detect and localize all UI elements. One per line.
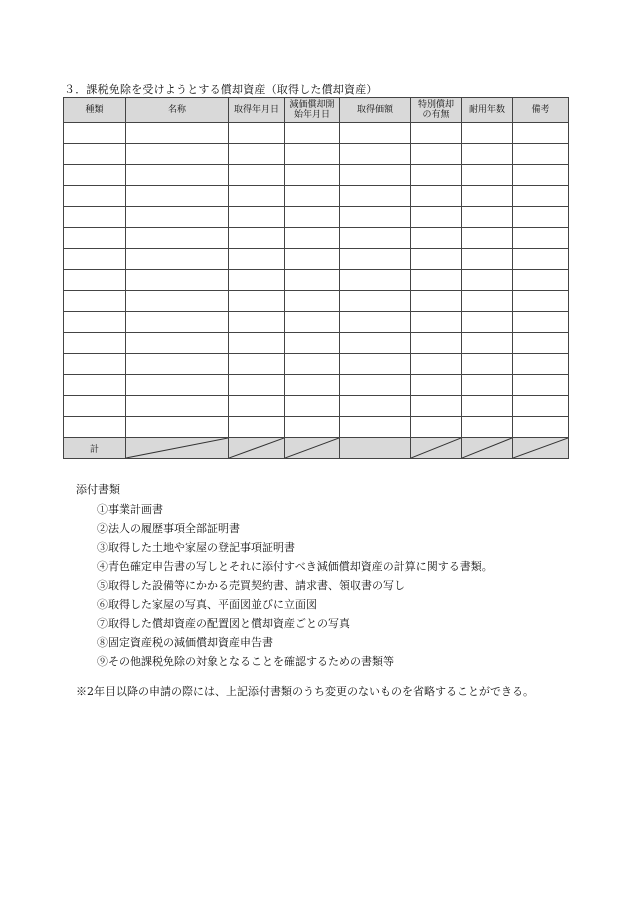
- table-cell[interactable]: [411, 354, 462, 375]
- table-cell[interactable]: [229, 186, 285, 207]
- header-acquisition-date: 取得年月日: [229, 98, 285, 123]
- table-cell[interactable]: [126, 291, 229, 312]
- table-cell[interactable]: [126, 312, 229, 333]
- total-cell-slashed: [126, 438, 229, 459]
- table-cell[interactable]: [513, 207, 569, 228]
- table-row: [64, 207, 569, 228]
- table-cell[interactable]: [229, 333, 285, 354]
- diagonal-slash: [411, 438, 461, 458]
- table-cell[interactable]: [229, 291, 285, 312]
- table-cell[interactable]: [229, 417, 285, 438]
- table-cell[interactable]: [340, 165, 411, 186]
- header-acquisition-cost: 取得価額: [340, 98, 411, 123]
- table-cell[interactable]: [462, 375, 513, 396]
- table-cell[interactable]: [285, 249, 340, 270]
- total-label: 計: [64, 438, 126, 459]
- table-cell[interactable]: [285, 333, 340, 354]
- table-cell[interactable]: [513, 123, 569, 144]
- table-cell[interactable]: [411, 396, 462, 417]
- header-depreciation-start: 減価償却開 始年月日: [285, 98, 340, 123]
- total-row: [64, 438, 569, 459]
- table-cell[interactable]: [513, 144, 569, 165]
- table-cell[interactable]: [285, 270, 340, 291]
- table-cell[interactable]: [462, 228, 513, 249]
- table-cell[interactable]: [411, 375, 462, 396]
- diagonal-slash: [285, 438, 339, 458]
- table-cell[interactable]: [285, 396, 340, 417]
- attachment-item: ③取得した土地や家屋の登記事項証明書: [97, 541, 295, 554]
- total-cell-slashed: [411, 438, 462, 459]
- table-row: [64, 249, 569, 270]
- table-cell[interactable]: [285, 186, 340, 207]
- attachment-item: ⑤取得した設備等にかかる売買契約書、請求書、領収書の写し: [97, 579, 405, 592]
- table-cell[interactable]: [285, 312, 340, 333]
- table-cell[interactable]: [229, 207, 285, 228]
- table-cell[interactable]: [126, 375, 229, 396]
- table-cell[interactable]: [285, 417, 340, 438]
- table-cell[interactable]: [340, 417, 411, 438]
- table-row: [64, 186, 569, 207]
- diagonal-slash: [126, 438, 228, 458]
- table-cell[interactable]: [462, 144, 513, 165]
- table-cell[interactable]: [462, 207, 513, 228]
- table-cell[interactable]: [462, 333, 513, 354]
- table-row: [64, 144, 569, 165]
- table-cell[interactable]: [340, 291, 411, 312]
- table-cell[interactable]: [64, 312, 126, 333]
- table-cell[interactable]: [126, 354, 229, 375]
- table-cell[interactable]: [411, 249, 462, 270]
- table-cell[interactable]: [64, 165, 126, 186]
- table-row: [64, 291, 569, 312]
- header-type: 種類: [64, 98, 126, 123]
- table-cell[interactable]: [411, 291, 462, 312]
- table-cell[interactable]: [462, 123, 513, 144]
- table-cell[interactable]: [285, 375, 340, 396]
- table-cell[interactable]: [64, 291, 126, 312]
- table-cell[interactable]: [64, 354, 126, 375]
- table-cell[interactable]: [64, 123, 126, 144]
- table-cell[interactable]: [462, 396, 513, 417]
- table-cell[interactable]: [411, 144, 462, 165]
- table-cell[interactable]: [64, 207, 126, 228]
- table-row: [64, 417, 569, 438]
- table-cell[interactable]: [64, 333, 126, 354]
- diagonal-slash: [513, 438, 568, 458]
- table-cell[interactable]: [126, 417, 229, 438]
- table-cell[interactable]: [229, 375, 285, 396]
- table-row: [64, 312, 569, 333]
- table-cell[interactable]: [411, 333, 462, 354]
- table-cell[interactable]: [126, 270, 229, 291]
- diagonal-slash: [229, 438, 284, 458]
- table-cell[interactable]: [126, 228, 229, 249]
- table-cell[interactable]: [229, 270, 285, 291]
- table-cell[interactable]: [340, 207, 411, 228]
- table-cell[interactable]: [411, 165, 462, 186]
- table-cell[interactable]: [411, 228, 462, 249]
- table-cell[interactable]: [340, 333, 411, 354]
- header-special-depreciation: 特別償却 の有無: [411, 98, 462, 123]
- table-cell[interactable]: [513, 312, 569, 333]
- table-cell[interactable]: [64, 396, 126, 417]
- table-cell[interactable]: [411, 207, 462, 228]
- attachments-list: [97, 500, 493, 671]
- header-useful-life: 耐用年数: [462, 98, 513, 123]
- table-header-row: [64, 98, 569, 123]
- table-cell[interactable]: [64, 228, 126, 249]
- table-cell[interactable]: [340, 123, 411, 144]
- table-cell[interactable]: [285, 291, 340, 312]
- table-cell[interactable]: [513, 291, 569, 312]
- table-cell[interactable]: [229, 396, 285, 417]
- table-cell[interactable]: [126, 165, 229, 186]
- table-cell[interactable]: [340, 396, 411, 417]
- table-row: [64, 228, 569, 249]
- attachment-item: ④青色確定申告書の写しとそれに添付すべき減価償却資産の計算に関する書類。: [97, 560, 493, 573]
- table-cell[interactable]: [229, 144, 285, 165]
- table-cell[interactable]: [513, 333, 569, 354]
- diagonal-slash: [462, 438, 512, 458]
- attachments-heading: 添付書類: [76, 483, 120, 496]
- attachment-item: ①事業計画書: [97, 503, 163, 516]
- table-cell[interactable]: [411, 270, 462, 291]
- table-cell[interactable]: [285, 123, 340, 144]
- header-remarks: 備考: [513, 98, 569, 123]
- table-cell[interactable]: [411, 186, 462, 207]
- total-cell[interactable]: [340, 438, 411, 459]
- table-cell[interactable]: [340, 312, 411, 333]
- total-cell-slashed: [229, 438, 285, 459]
- table-cell[interactable]: [229, 165, 285, 186]
- total-cell-slashed: [513, 438, 569, 459]
- table-row: [64, 270, 569, 291]
- table-cell[interactable]: [340, 144, 411, 165]
- attachment-item: ⑥取得した家屋の写真、平面図並びに立面図: [97, 598, 317, 611]
- table-row: [64, 333, 569, 354]
- table-cell[interactable]: [285, 354, 340, 375]
- table-cell[interactable]: [411, 312, 462, 333]
- table-cell[interactable]: [126, 186, 229, 207]
- attachment-item: ⑧固定資産税の減価償却資産申告書: [97, 636, 273, 649]
- table-cell[interactable]: [126, 249, 229, 270]
- table-cell[interactable]: [340, 228, 411, 249]
- table-cell[interactable]: [285, 228, 340, 249]
- table-row: [64, 165, 569, 186]
- table-cell[interactable]: [64, 144, 126, 165]
- table-body: [64, 123, 569, 459]
- table-cell[interactable]: [462, 312, 513, 333]
- table-cell[interactable]: [285, 165, 340, 186]
- table-cell[interactable]: [126, 144, 229, 165]
- table-cell[interactable]: [285, 207, 340, 228]
- table-cell[interactable]: [513, 186, 569, 207]
- table-cell[interactable]: [513, 228, 569, 249]
- table-cell[interactable]: [126, 396, 229, 417]
- table-cell[interactable]: [462, 354, 513, 375]
- table-cell[interactable]: [126, 123, 229, 144]
- table-cell[interactable]: [229, 312, 285, 333]
- table-cell[interactable]: [229, 249, 285, 270]
- table-row: [64, 375, 569, 396]
- section-title: ３．課税免除を受けようとする償却資産（取得した償却資産）: [64, 83, 378, 96]
- attachment-item: ⑨その他課税免除の対象となることを確認するための書類等: [97, 655, 394, 668]
- table-cell[interactable]: [462, 270, 513, 291]
- table-cell[interactable]: [513, 375, 569, 396]
- table-cell[interactable]: [513, 249, 569, 270]
- table-cell[interactable]: [513, 417, 569, 438]
- table-cell[interactable]: [462, 186, 513, 207]
- table-cell[interactable]: [64, 270, 126, 291]
- table-cell[interactable]: [229, 228, 285, 249]
- table-cell[interactable]: [229, 354, 285, 375]
- total-cell-slashed: [462, 438, 513, 459]
- table-cell[interactable]: [462, 291, 513, 312]
- table-row: [64, 354, 569, 375]
- asset-table: [63, 97, 569, 459]
- table-cell[interactable]: [340, 375, 411, 396]
- header-name: 名称: [126, 98, 229, 123]
- table-cell[interactable]: [64, 417, 126, 438]
- table-cell[interactable]: [513, 165, 569, 186]
- table-cell[interactable]: [285, 144, 340, 165]
- table-cell[interactable]: [340, 354, 411, 375]
- table-cell[interactable]: [462, 417, 513, 438]
- table-cell[interactable]: [513, 354, 569, 375]
- table-cell[interactable]: [64, 375, 126, 396]
- table-cell[interactable]: [126, 207, 229, 228]
- table-cell[interactable]: [513, 396, 569, 417]
- table-cell[interactable]: [126, 333, 229, 354]
- table-cell[interactable]: [340, 186, 411, 207]
- table-cell[interactable]: [340, 270, 411, 291]
- table-cell[interactable]: [411, 123, 462, 144]
- attachment-item: ②法人の履歴事項全部証明書: [97, 522, 240, 535]
- table-cell[interactable]: [462, 249, 513, 270]
- attachment-item: ⑦取得した償却資産の配置図と償却資産ごとの写真: [97, 617, 350, 630]
- table-cell[interactable]: [411, 417, 462, 438]
- table-cell[interactable]: [513, 270, 569, 291]
- table-cell[interactable]: [64, 186, 126, 207]
- table-cell[interactable]: [462, 165, 513, 186]
- table-row: [64, 123, 569, 144]
- table-cell[interactable]: [64, 249, 126, 270]
- footnote: ※2年目以降の申請の際には、上記添付書類のうち変更のないものを省略することができる。: [76, 685, 534, 698]
- total-cell-slashed: [285, 438, 340, 459]
- table-cell[interactable]: [229, 123, 285, 144]
- table-cell[interactable]: [340, 249, 411, 270]
- table-row: [64, 396, 569, 417]
